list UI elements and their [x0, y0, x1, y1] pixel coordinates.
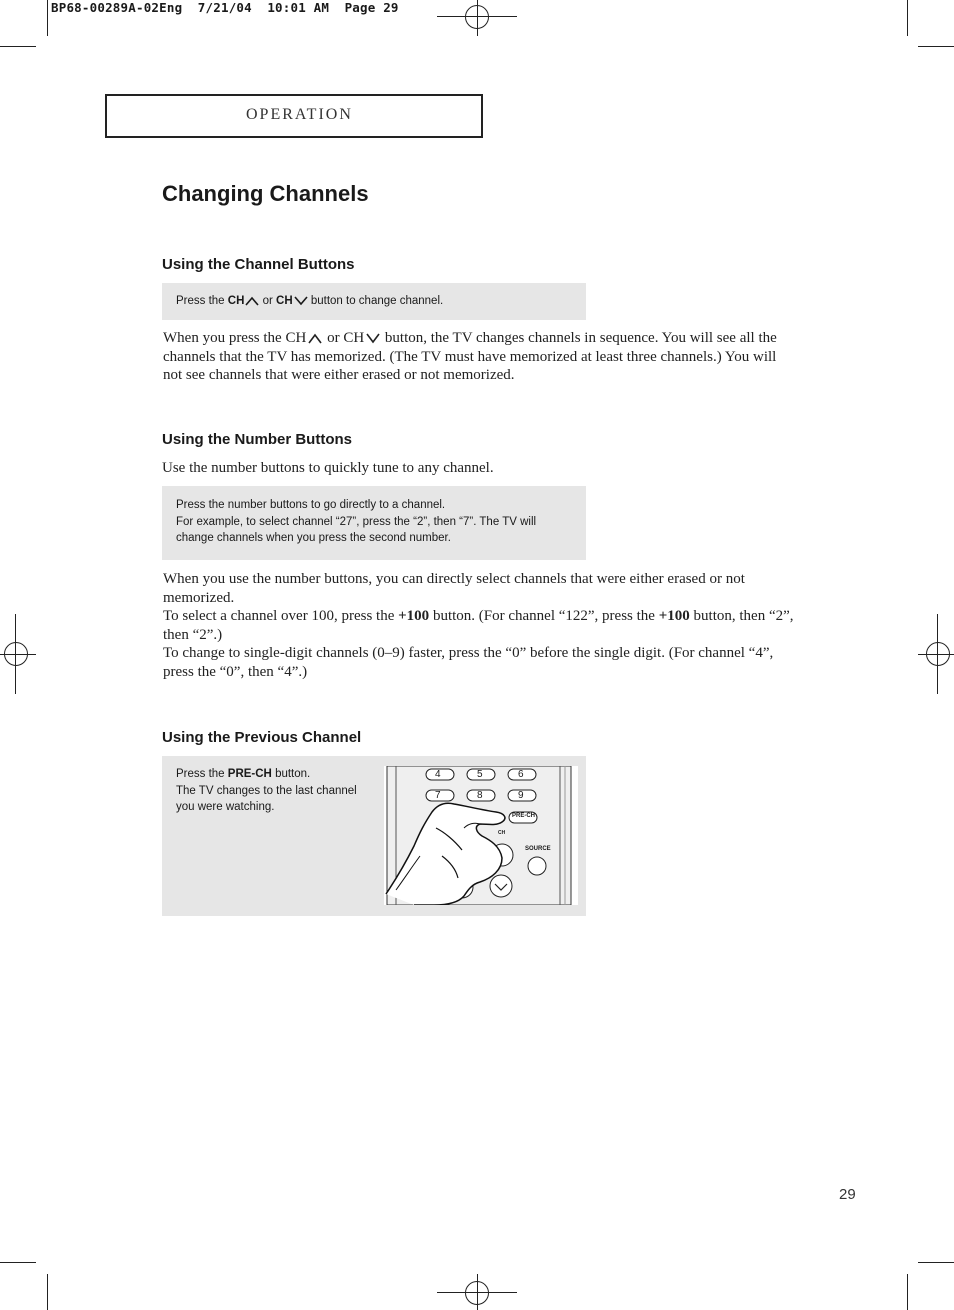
- instruction-box-channel: [162, 283, 586, 320]
- remote-key-4: 4: [435, 769, 441, 780]
- crop-mark: [918, 1262, 954, 1263]
- arrow-down-icon: [294, 296, 308, 306]
- crop-mark: [907, 0, 908, 36]
- instruction-box-number: [162, 486, 586, 560]
- crop-mark: [0, 1262, 36, 1263]
- instruction-text: Press the CH or CH button to change channel.: [176, 295, 444, 307]
- subheading-channel-buttons: Using the Channel Buttons: [162, 256, 355, 273]
- remote-key-8: 8: [477, 790, 483, 801]
- remote-key-7: 7: [435, 790, 441, 801]
- crop-mark: [918, 46, 954, 47]
- remote-label-source: SOURCE: [525, 846, 551, 852]
- page-title: Changing Channels: [162, 181, 369, 206]
- print-slug: BP68-00289A-02Eng 7/21/04 10:01 AM Page 29: [51, 0, 399, 15]
- remote-drawing: [384, 766, 578, 905]
- remote-key-5: 5: [477, 769, 483, 780]
- instruction-text: Press the number buttons to go directly to a channel. For example, to select channel “27”, press the “2”, then “7”. The TV will change channels when you press the second number.: [176, 499, 537, 544]
- remote-key-prech: PRE-CH: [512, 813, 536, 819]
- crop-mark: [0, 46, 36, 47]
- arrow-down-icon: [365, 333, 381, 344]
- intro-number-buttons: Use the number buttons to quickly tune to any channel.: [162, 460, 494, 476]
- remote-key-6: 6: [518, 769, 524, 780]
- crop-mark: [47, 0, 48, 36]
- subheading-previous-channel: Using the Previous Channel: [162, 729, 362, 746]
- arrow-up-icon: [245, 296, 259, 306]
- paragraph-number-buttons: When you use the number buttons, you can directly select channels that were either erased or not memorized. To select a channel over 100, press the +100 button. (For channel “122”, press the +100 button, then “2”, then “2”.) To change to single-digit channels (0–9) faster, press the “0” before the single digit. (For channel “4”, press the “0”, then “4”.): [163, 571, 794, 680]
- subheading-number-buttons: Using the Number Buttons: [162, 431, 352, 448]
- crop-mark: [47, 1274, 48, 1310]
- section-label: OPERATION: [246, 106, 353, 123]
- instruction-text: Press the PRE-CH button. The TV changes to the last channel you were watching.: [176, 768, 357, 813]
- crop-mark: [907, 1274, 908, 1310]
- remote-key-9: 9: [518, 790, 524, 801]
- arrow-up-icon: [307, 333, 323, 344]
- remote-label-ch: CH: [498, 830, 506, 836]
- section-header: [105, 94, 483, 138]
- paragraph-channel-buttons: When you press the CH or CH button, the TV changes channels in sequence. You will see all the channels that the TV has memorized. (The TV must have memorized at least three channels.) You will not see channels that were either erased or not memorized.: [163, 330, 777, 383]
- page-number: 29: [839, 1186, 856, 1203]
- instruction-box-prech: [162, 756, 586, 916]
- remote-illustration: [384, 766, 578, 905]
